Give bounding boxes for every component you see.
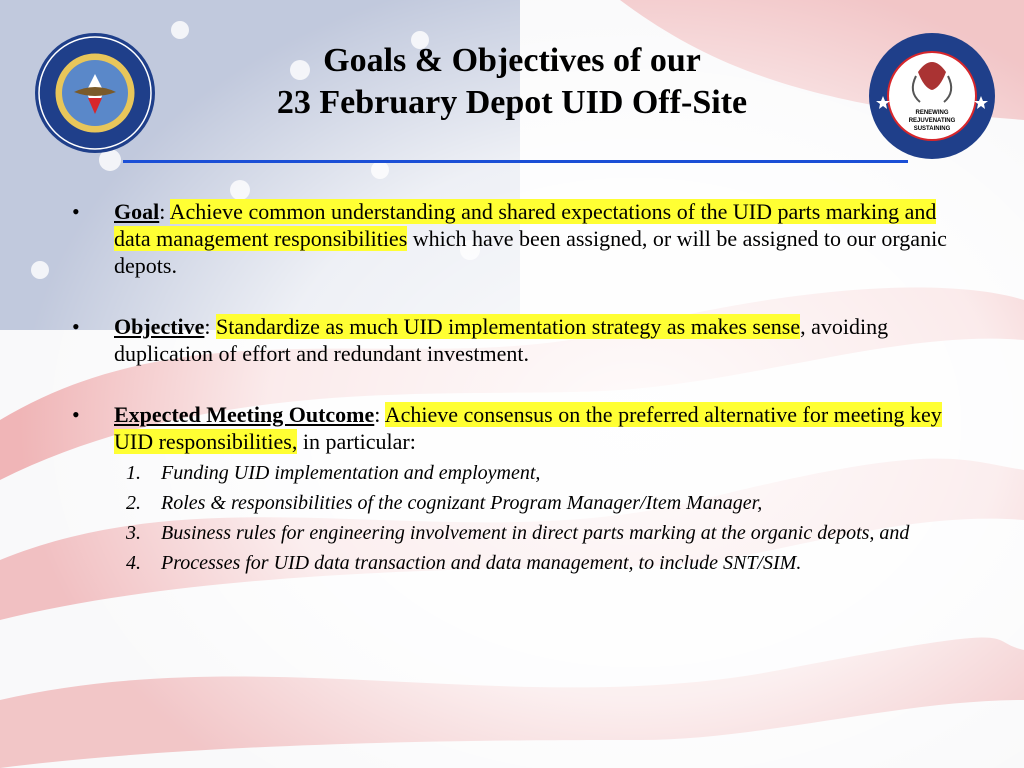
goal-rest-text: which have been assigned, or will be assigned to our organic depots. — [114, 226, 947, 278]
list-item-text: Roles & responsibilities of the cognizant Program Manager/Item Manager, — [161, 492, 763, 514]
list-item-text: Funding UID implementation and employment, — [161, 462, 541, 484]
objective-highlight-text: Standardize as much UID implementation strategy as makes sense — [216, 314, 801, 339]
objective-label: Objective — [114, 314, 205, 339]
goal-label: Goal — [114, 199, 160, 224]
svg-text:REJUVENATING: REJUVENATING — [908, 118, 956, 124]
bullet-goal — [66, 198, 966, 279]
list-item-number: 4. — [126, 552, 141, 574]
list-item-number: 2. — [126, 492, 141, 514]
list-item — [114, 521, 966, 545]
title-divider — [123, 160, 908, 163]
goal-highlight-text: Achieve common understanding and shared expectations of the UID parts marking and data management responsibilities — [114, 199, 937, 251]
svg-text:RENEWING: RENEWING — [915, 110, 949, 116]
list-item-number: 1. — [126, 462, 141, 484]
bullet-marker: • — [72, 402, 80, 427]
list-item-number: 3. — [126, 522, 141, 544]
list-item — [114, 491, 966, 515]
list-item-text: Business rules for engineering involvement in direct parts marking at the organic depots, and — [161, 522, 910, 544]
svg-text:SUSTAINING: SUSTAINING — [913, 126, 951, 132]
title-line-2: 23 February Depot UID Off-Site — [276, 84, 748, 121]
dod-seal-icon — [34, 32, 156, 154]
objective-sep: : — [204, 314, 211, 339]
outcome-label: Expected Meeting Outcome — [114, 402, 375, 427]
objective-rest-text: , avoiding duplication of effort and redundant investment. — [114, 314, 889, 366]
list-item — [114, 461, 966, 485]
dod-maintenance-seal-icon — [868, 32, 996, 160]
outcome-sublist — [114, 461, 966, 575]
bullet-outcome — [66, 401, 966, 575]
goal-sep: : — [159, 199, 166, 224]
list-item-text: Processes for UID data transaction and data management, to include SNT/SIM. — [161, 552, 802, 574]
list-item — [114, 551, 966, 575]
bullet-marker: • — [72, 314, 80, 339]
title-line-1: Goals & Objectives of our — [323, 42, 701, 79]
outcome-highlight-text: Achieve consensus on the preferred alternative for meeting key UID responsibilities, — [114, 402, 942, 454]
slide-title — [160, 40, 864, 124]
outcome-rest-text: in particular: — [297, 429, 416, 454]
outcome-sep: : — [374, 402, 381, 427]
slide-body — [66, 198, 966, 609]
bullet-objective — [66, 313, 966, 367]
bullet-marker: • — [72, 199, 80, 224]
